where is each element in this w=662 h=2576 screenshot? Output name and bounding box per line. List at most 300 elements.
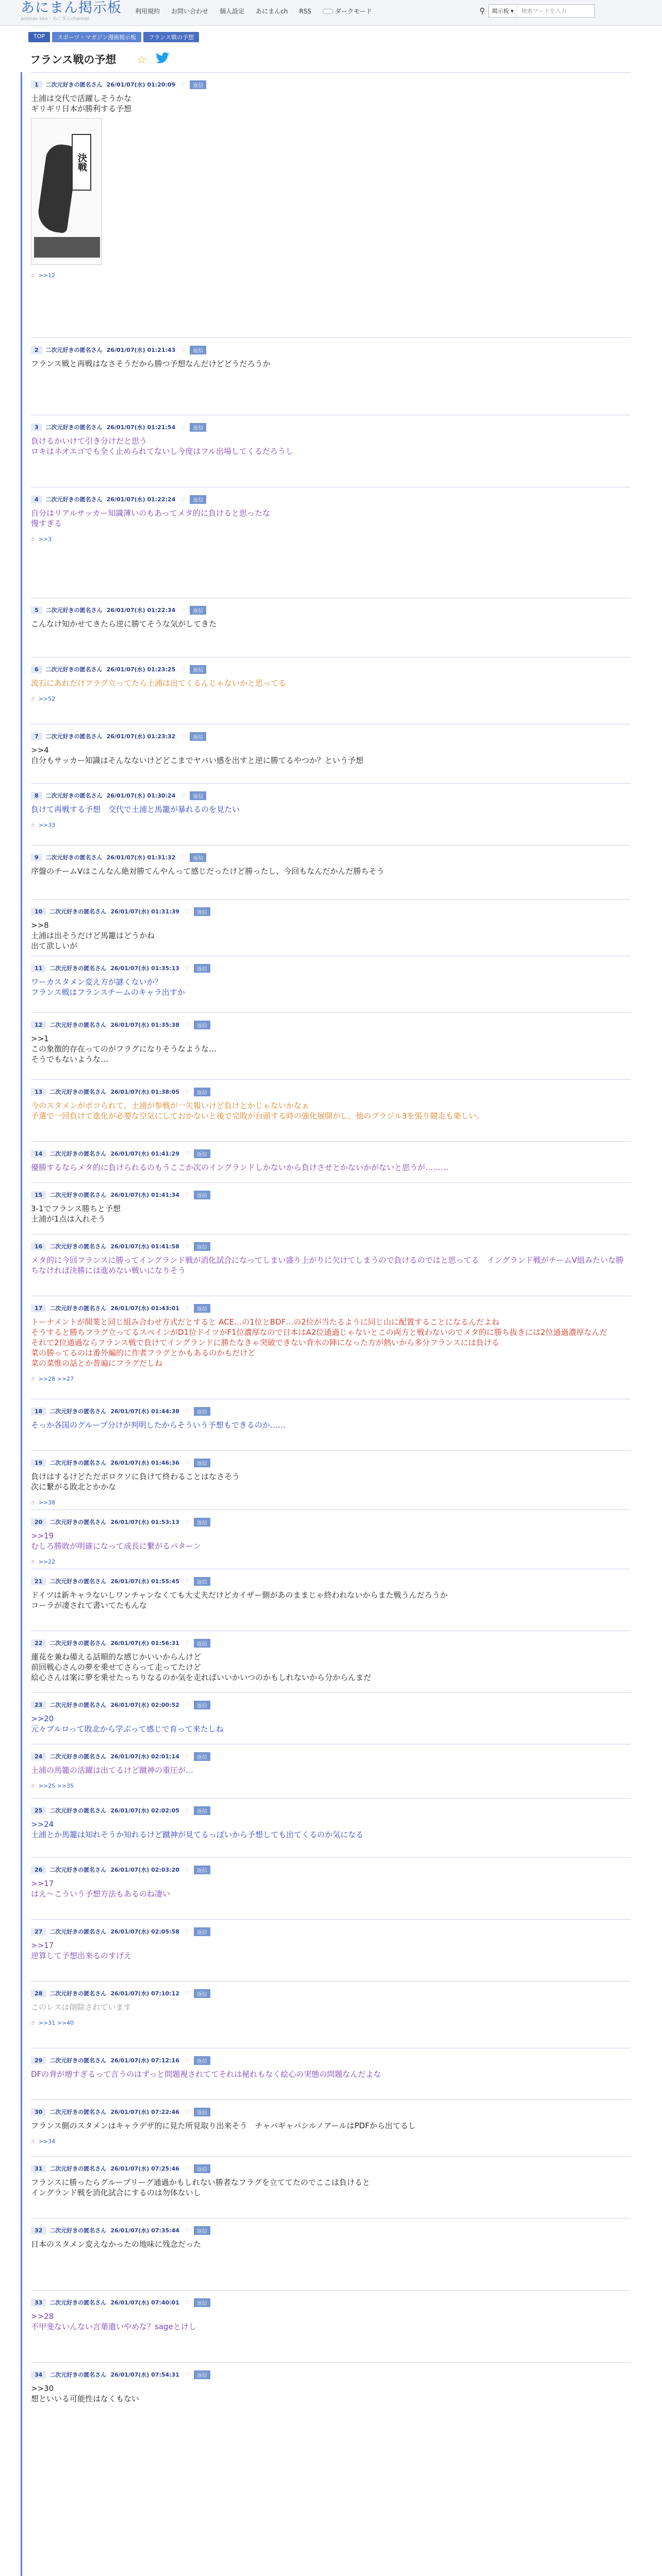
reply-links[interactable]: >>34 xyxy=(38,2138,56,2145)
reply-button[interactable]: 返信 xyxy=(194,1639,210,1648)
post-body: >>1 この象徴的存在ってのがフラグになりそうなような… そうでもないような… xyxy=(31,1034,217,1064)
poster-name: 二次元好きの匿名さん xyxy=(45,424,103,431)
reply-button[interactable]: 返信 xyxy=(194,1304,210,1313)
like-icon[interactable]: ♡ xyxy=(184,908,190,915)
reply-button[interactable]: 返信 xyxy=(190,791,206,800)
poster-name: 二次元好きの匿名さん xyxy=(49,1150,107,1157)
post-body: フランスに勝ったらグループリーグ通過かもしれない勝者なフラグを立ててたのでここは負けると イングランド戦を消化試合にするのは勿体ないし xyxy=(31,2178,370,2197)
post-33 xyxy=(31,2298,631,2332)
post-header xyxy=(31,1517,631,1527)
reply-links[interactable]: >>12 xyxy=(38,272,56,279)
post-footer xyxy=(31,696,631,702)
post-body: 3-1でフランス勝ちと予想 土浦が1点は入れそう xyxy=(31,1204,121,1224)
reply-hand-icon: ☝ xyxy=(31,2020,35,2026)
reply-button[interactable]: 返信 xyxy=(190,853,206,862)
poster-name: 二次元好きの匿名さん xyxy=(49,2299,107,2306)
poster-name: 二次元好きの匿名さん xyxy=(49,908,107,915)
page-title: フランス戦の予想 xyxy=(30,54,117,66)
post-body: >>24 土浦とか馬籠は知れそうか知れるけど蹴神が見てるっぽいから予想しても出てくるのか気になる xyxy=(31,1820,364,1839)
like-icon[interactable]: ♡ xyxy=(184,1866,190,1873)
nav-terms[interactable]: 利用規約 xyxy=(135,8,160,15)
post-header xyxy=(31,2107,631,2116)
post-2 xyxy=(31,345,631,369)
post-body: >>4 自分もサッカー知識はそんなないけどどこまでヤバい感を出すと逆に勝てるやつか？という予想 xyxy=(31,745,363,765)
poster-name: 二次元好きの匿名さん xyxy=(49,1702,107,1708)
post-body: 自分はリアルサッカー知識薄いのもあってメタ的に負けると思ったな 慢すぎる xyxy=(31,509,270,528)
post-number[interactable]: 6 xyxy=(31,666,42,673)
post-number[interactable]: 21 xyxy=(31,1578,46,1585)
like-icon[interactable]: ♡ xyxy=(184,1639,190,1647)
nav-rss[interactable]: RSS xyxy=(299,7,311,15)
post-header xyxy=(31,791,631,800)
post-header xyxy=(31,495,631,504)
post-11 xyxy=(31,963,631,997)
post-9 xyxy=(31,853,631,876)
like-icon[interactable]: ♡ xyxy=(180,606,186,614)
post-date: 26/01/07(水) 01:44:38 xyxy=(110,1408,179,1415)
reply-button[interactable]: 返信 xyxy=(190,80,206,89)
like-icon[interactable]: ♡ xyxy=(184,1701,190,1708)
nav-animanch[interactable]: あにまんch xyxy=(256,8,288,15)
post-date: 26/01/07(水) 07:22:46 xyxy=(110,2109,179,2115)
post-number[interactable]: 10 xyxy=(31,908,46,916)
post-34 xyxy=(31,2370,631,2404)
post-date: 26/01/07(水) 01:21:43 xyxy=(106,347,176,353)
post-date: 26/01/07(水) 02:00:52 xyxy=(110,1702,179,1708)
post-body: 負けて再戦する予想 交代で土浦と馬籠が暴れるのを見たい xyxy=(31,805,240,814)
post-header xyxy=(31,1700,631,1709)
poster-name: 二次元好きの匿名さん xyxy=(49,1928,107,1935)
post-header xyxy=(31,1303,631,1313)
post-date: 26/01/07(水) 02:05:58 xyxy=(110,1928,179,1935)
post-number[interactable]: 33 xyxy=(31,2299,46,2307)
post-13 xyxy=(31,1087,631,1121)
post-header xyxy=(31,1752,631,1761)
reply-hand-icon: ☝ xyxy=(31,1558,35,1565)
twitter-share-icon[interactable] xyxy=(155,52,170,65)
post-29 xyxy=(31,2056,631,2079)
like-icon[interactable]: ♡ xyxy=(184,1088,190,1095)
post-23 xyxy=(31,1700,631,1734)
like-icon[interactable]: ♡ xyxy=(184,2165,190,2172)
post-date: 26/01/07(水) 07:12:16 xyxy=(110,2057,179,2064)
post-body: フランス側のスタメンはキャラデザ的に見た所見取り出来そう チャバギャバシルノアールはPDFから出てるし xyxy=(31,2121,416,2130)
post-body: >>17 逆算して予想出来るのすげえ xyxy=(31,1941,132,1960)
post-date: 26/01/07(水) 02:02:05 xyxy=(110,1807,179,1814)
post-date: 26/01/07(水) 01:35:38 xyxy=(110,1022,179,1028)
nav-settings[interactable]: 個人設定 xyxy=(220,8,245,15)
post-body: >>20 元々ブルロって敗北から学ぶって感じで育って来たしね xyxy=(31,1714,224,1734)
post-date: 26/01/07(水) 01:30:24 xyxy=(106,792,176,799)
post-date: 26/01/07(水) 01:31:39 xyxy=(110,908,179,915)
poster-name: 二次元好きの匿名さん xyxy=(49,965,107,972)
post-body: 今のスタメンがボコられて、土浦が参戦が一矢報いけど負けとかじゃないかなぁ 予選で一回負けて進化が必要な空気にしておかないと後で完敗が台頭する時の強化展開がし、他のブラジル3を張り競走も楽しい。 xyxy=(31,1101,485,1121)
post-number[interactable]: 26 xyxy=(31,1866,46,1874)
reply-links[interactable]: >>31 >>40 xyxy=(38,2020,74,2026)
post-body: そっか各国のグループ分けが判明したからそういう予想もできるのか…… xyxy=(31,1420,286,1430)
reply-button[interactable]: 返信 xyxy=(194,1407,210,1416)
post-number[interactable]: 19 xyxy=(31,1459,46,1467)
reply-button[interactable]: 返信 xyxy=(194,1191,210,1199)
like-icon[interactable]: ♡ xyxy=(184,964,190,972)
post-number[interactable]: 14 xyxy=(31,1150,46,1158)
like-icon[interactable]: ♡ xyxy=(180,423,186,431)
post-number[interactable]: 23 xyxy=(31,1701,46,1709)
reply-button[interactable]: 返信 xyxy=(190,665,206,674)
reply-hand-icon: ☝ xyxy=(31,536,35,543)
post-date: 26/01/07(水) 01:56:31 xyxy=(110,1640,179,1647)
reply-button[interactable]: 返信 xyxy=(194,2108,210,2116)
post-27 xyxy=(31,1927,631,1961)
post-19 xyxy=(31,1458,631,1506)
like-icon[interactable]: ♡ xyxy=(184,1150,190,1157)
post-number[interactable]: 28 xyxy=(31,1990,46,1997)
reply-button[interactable]: 返信 xyxy=(194,1242,210,1251)
post-number[interactable]: 9 xyxy=(31,854,42,861)
post-header xyxy=(31,80,631,89)
post-header xyxy=(31,1149,631,1158)
like-icon[interactable]: ♡ xyxy=(184,1578,190,1585)
like-icon[interactable]: ♡ xyxy=(184,1304,190,1312)
post-28 xyxy=(31,1989,631,2026)
post-body: このレスは削除されています xyxy=(31,2003,131,2012)
reply-button[interactable]: 返信 xyxy=(194,1088,210,1096)
post-date: 26/01/07(水) 01:20:09 xyxy=(106,81,176,88)
post-15 xyxy=(31,1190,631,1224)
post-footer xyxy=(31,1499,631,1506)
post-body: 優勝するならメタ的に負けられるのもうここか次のイングランドしかないから負けさせとかないかがないと思うが……… xyxy=(31,1163,449,1172)
post-header xyxy=(31,2164,631,2173)
post-number[interactable]: 8 xyxy=(31,792,42,800)
post-date: 26/01/07(水) 07:10:12 xyxy=(110,1990,179,1997)
search-input[interactable]: 検索ワードを入力 xyxy=(521,8,567,14)
like-icon[interactable]: ♡ xyxy=(184,1928,190,1935)
reply-button[interactable]: 返信 xyxy=(190,495,206,504)
reply-links[interactable]: >>28 >>27 xyxy=(38,1376,74,1382)
post-number[interactable]: 1 xyxy=(31,81,42,89)
post-header xyxy=(31,1242,631,1251)
poster-name: 二次元好きの匿名さん xyxy=(49,1519,107,1526)
reply-hand-icon: ☝ xyxy=(31,272,35,279)
like-icon[interactable]: ♡ xyxy=(184,1518,190,1526)
like-icon[interactable]: ♡ xyxy=(180,792,186,799)
post-number[interactable]: 11 xyxy=(31,964,46,972)
post-date: 26/01/07(水) 01:23:25 xyxy=(106,666,176,673)
post-4 xyxy=(31,495,631,543)
post-21 xyxy=(31,1577,631,1611)
thread-divider xyxy=(21,72,22,2576)
post-body: >>19 むしろ勝敗が明確になって成長に繋がるパターン xyxy=(31,1531,201,1551)
post-body: 蓮花を兼ね備える話順的な感じかいいからんけど 前回戦心さんの夢を乗せてさらって走ってたけど 絵心さんは案に夢を乗せたっちりなるのか気を走ればいいかいつのかもしれないから分からんまだ xyxy=(31,1652,372,1682)
post-14 xyxy=(31,1149,631,1173)
post-date: 26/01/07(水) 01:23:32 xyxy=(106,733,176,740)
site-header xyxy=(0,0,662,26)
site-logo[interactable] xyxy=(21,0,122,22)
post-footer xyxy=(31,536,631,543)
poster-name: 二次元好きの匿名さん xyxy=(49,2057,107,2064)
reply-button[interactable]: 返信 xyxy=(194,2298,210,2307)
post-footer xyxy=(31,822,631,828)
like-icon[interactable]: ♡ xyxy=(184,2299,190,2306)
poster-name: 二次元好きの匿名さん xyxy=(45,733,103,740)
post-number[interactable]: 16 xyxy=(31,1243,46,1250)
dark-mode-label: ダークモード xyxy=(335,8,372,15)
reply-button[interactable]: 返信 xyxy=(190,346,206,354)
poster-name: 二次元好きの匿名さん xyxy=(49,1022,107,1028)
post-date: 26/01/07(水) 01:22:24 xyxy=(106,496,176,503)
reply-hand-icon: ☝ xyxy=(31,696,35,702)
poster-name: 二次元好きの匿名さん xyxy=(49,1460,107,1466)
breadcrumb-thread[interactable]: フランス戦の予想 xyxy=(143,32,199,42)
post-number[interactable]: 25 xyxy=(31,1807,46,1815)
post-number[interactable]: 22 xyxy=(31,1639,46,1647)
reply-button[interactable]: 返信 xyxy=(194,1021,210,1029)
post-footer xyxy=(31,1376,631,1382)
reply-button[interactable]: 返信 xyxy=(194,2226,210,2235)
post-date: 26/01/07(水) 01:41:34 xyxy=(110,1192,179,1198)
poster-name: 二次元好きの匿名さん xyxy=(49,2109,107,2115)
post-header xyxy=(31,2056,631,2065)
post-date: 26/01/07(水) 01:46:36 xyxy=(110,1460,179,1466)
poster-name: 二次元好きの匿名さん xyxy=(45,792,103,799)
logo-subtext: animan bbs・あにまんchannel xyxy=(21,16,90,22)
reply-hand-icon: ☝ xyxy=(31,1783,35,1789)
reply-hand-icon: ☝ xyxy=(31,2138,35,2145)
post-header xyxy=(31,1927,631,1936)
post-date: 26/01/07(水) 07:54:31 xyxy=(110,2371,179,2378)
reply-button[interactable]: 返信 xyxy=(194,2164,210,2173)
reply-button[interactable]: 返信 xyxy=(190,732,206,741)
post-image[interactable] xyxy=(31,118,102,265)
post-header xyxy=(31,605,631,615)
post-body: 日本のスタメン変えなかったの地味に残念だった xyxy=(31,2240,202,2249)
post-number[interactable]: 15 xyxy=(31,1191,46,1199)
post-1 xyxy=(31,80,631,279)
post-number[interactable]: 13 xyxy=(31,1088,46,1096)
reply-button[interactable]: 返信 xyxy=(194,1149,210,1158)
poster-name: 二次元好きの匿名さん xyxy=(49,1753,107,1760)
post-body: 土浦は交代で活躍しそうかな ギリギリ日本が勝利する予想 xyxy=(31,94,132,113)
post-10 xyxy=(31,907,631,951)
post-number[interactable]: 31 xyxy=(31,2165,46,2173)
post-body: ドイツは新キャラないしワンチャンなくても大丈夫だけどカイザー側があのままじゃ終われないからまた戦うんだろうか コーラが凄されて書いてたもんな xyxy=(31,1590,448,1610)
like-icon[interactable]: ♡ xyxy=(184,1753,190,1760)
post-17 xyxy=(31,1303,631,1382)
post-body: トーナメントが開業と同じ組み合わせ方式だとすると ACE…の1位とBDF…の2位が当たるように同じ山に配置することになるんだよね そうすると勝ちフラグ立ってるスペインがD1位ドイツがF1位濃厚なので日本はA2位通過じゃないとこの両方と戦わないのでメタ的に勝ち抜きには2位通過濃厚なんだ それで2位通過ならフランス戦で負けてイングランドに勝たなきゃ突破できない背水の陣になった方が熱いから多分フランスには負ける 菜の勝ってるのは番外編的に作者フラグとかもあるのかもだけど 菜の菜惟の話とか普遍にフラグだしね xyxy=(31,1317,607,1368)
breadcrumb-board[interactable]: スポーツ・マガジン漫画掲示板 xyxy=(52,32,141,42)
poster-name: 二次元好きの匿名さん xyxy=(45,666,103,673)
poster-name: 二次元好きの匿名さん xyxy=(49,2165,107,2172)
like-icon[interactable]: ♡ xyxy=(184,2227,190,2234)
reply-links[interactable]: >>52 xyxy=(38,696,56,702)
post-body: 土浦の馬籠の活躍は出てるけど蹴神の重圧が… xyxy=(31,1766,194,1775)
post-16 xyxy=(31,1242,631,1276)
post-date: 26/01/07(水) 01:21:54 xyxy=(106,424,176,431)
reply-button[interactable]: 返信 xyxy=(194,1927,210,1936)
post-body: メタ的に今回フランスに勝ってイングランド戦が消化試合になってしまい盛り上がりに欠けてしまうので負けるのではと思ってる イングランド戦がチームV組みたいな勝ちなければ決勝には進めない戦いになりそう xyxy=(31,1256,624,1275)
dark-mode-toggle[interactable] xyxy=(323,7,372,15)
reply-button[interactable]: 返信 xyxy=(194,907,210,916)
post-date: 26/01/07(水) 01:38:05 xyxy=(110,1089,179,1095)
breadcrumb-top[interactable]: TOP xyxy=(28,32,50,42)
reply-button[interactable]: 返信 xyxy=(194,1518,210,1527)
post-header xyxy=(31,1087,631,1096)
reply-links[interactable]: >>25 >>35 xyxy=(38,1783,74,1789)
poster-name: 二次元好きの匿名さん xyxy=(49,1192,107,1198)
post-footer xyxy=(31,1783,631,1789)
post-header xyxy=(31,1458,631,1467)
post-number[interactable]: 4 xyxy=(31,496,42,503)
post-body: >>30 想といいる可能性はなくもない xyxy=(31,2384,140,2403)
like-icon[interactable]: ♡ xyxy=(180,496,186,503)
reply-button[interactable]: 返信 xyxy=(194,1752,210,1761)
reply-button[interactable]: 返信 xyxy=(194,2056,210,2065)
post-5 xyxy=(31,605,631,629)
like-icon[interactable]: ♡ xyxy=(180,733,186,740)
like-icon[interactable]: ♡ xyxy=(184,1408,190,1415)
reply-links[interactable]: >>38 xyxy=(38,1499,56,1506)
like-icon[interactable]: ♡ xyxy=(180,346,186,353)
post-header xyxy=(31,1865,631,1874)
post-body: ワーカスタメン変え方が謎くないか？ フランス戦はフランスチームのキャラ出すか xyxy=(31,977,185,997)
reply-button[interactable]: 返信 xyxy=(194,964,210,973)
reply-links[interactable]: >>22 xyxy=(38,1558,56,1565)
post-header xyxy=(31,1406,631,1416)
post-body: >>8 土浦は出そうだけど馬籠はどうかね 出て欲しいが xyxy=(31,921,155,951)
reply-button[interactable]: 返信 xyxy=(194,1806,210,1815)
toggle-switch-icon[interactable] xyxy=(323,9,333,14)
like-icon[interactable]: ♡ xyxy=(180,81,186,88)
post-footer xyxy=(31,2020,631,2026)
poster-name: 二次元好きの匿名さん xyxy=(49,1807,107,1814)
post-body: 負けはするけどただボロクソに負けて終わることはなさそう 次に繋がる敗北とかかな xyxy=(31,1472,240,1492)
post-31 xyxy=(31,2164,631,2198)
like-icon[interactable]: ♡ xyxy=(184,1021,190,1028)
post-number[interactable]: 32 xyxy=(31,2227,46,2234)
post-header xyxy=(31,963,631,973)
search-area xyxy=(479,4,595,18)
reply-button[interactable]: 返信 xyxy=(190,423,206,432)
post-header xyxy=(31,1577,631,1586)
like-icon[interactable]: ♡ xyxy=(184,1459,190,1466)
post-number[interactable]: 18 xyxy=(31,1408,46,1415)
poster-name: 二次元好きの匿名さん xyxy=(45,607,103,614)
post-number[interactable]: 27 xyxy=(31,1928,46,1936)
post-header xyxy=(31,1806,631,1815)
reply-hand-icon: ☝ xyxy=(31,1499,35,1506)
reply-button[interactable]: 返信 xyxy=(194,1866,210,1874)
post-date: 26/01/07(水) 01:35:13 xyxy=(110,965,179,972)
post-number[interactable]: 7 xyxy=(31,733,42,740)
post-header xyxy=(31,1638,631,1648)
post-24 xyxy=(31,1752,631,1789)
post-20 xyxy=(31,1517,631,1565)
post-date: 26/01/07(水) 01:41:58 xyxy=(110,1243,179,1250)
like-icon[interactable]: ♡ xyxy=(184,1807,190,1814)
post-number[interactable]: 3 xyxy=(31,423,42,431)
like-icon[interactable]: ♡ xyxy=(184,1990,190,1997)
post-number[interactable]: 20 xyxy=(31,1518,46,1526)
post-body: 流石にあれだけフラグ立ってたら土浦は出てくるんじゃないかと思ってる xyxy=(31,679,287,688)
post-12 xyxy=(31,1020,631,1064)
post-7 xyxy=(31,732,631,766)
poster-name: 二次元好きの匿名さん xyxy=(45,81,103,88)
poster-name: 二次元好きの匿名さん xyxy=(49,1640,107,1647)
poster-name: 二次元好きの匿名さん xyxy=(49,1867,107,1873)
logo-text[interactable]: あにまん掲示板 xyxy=(21,0,122,16)
post-number[interactable]: 34 xyxy=(31,2371,46,2379)
post-header xyxy=(31,422,631,432)
search-scope-select[interactable]: 掲示板 ▾ xyxy=(489,5,517,17)
like-icon[interactable]: ♡ xyxy=(180,854,186,861)
post-body: 序盤のチームVはこんなん絶対勝てんやんって感じだったけど勝ったし、今回もなんだかんだ勝ちそう xyxy=(31,867,385,876)
poster-name: 二次元好きの匿名さん xyxy=(49,1243,107,1250)
post-header xyxy=(31,1989,631,1998)
post-date: 26/01/07(水) 02:03:20 xyxy=(110,1867,179,1873)
post-number[interactable]: 17 xyxy=(31,1304,46,1312)
like-icon[interactable]: ♡ xyxy=(184,1191,190,1198)
reply-button[interactable]: 返信 xyxy=(194,1989,210,1998)
post-8 xyxy=(31,791,631,828)
post-header xyxy=(31,665,631,674)
like-icon[interactable]: ♡ xyxy=(184,2108,190,2115)
post-26 xyxy=(31,1865,631,1899)
reply-hand-icon: ☝ xyxy=(31,822,35,828)
post-body: >>28 不甲斐ないんない言葉遣いやめな？sageとけし xyxy=(31,2312,196,2331)
nav-contact[interactable]: お問い合わせ xyxy=(171,8,209,15)
like-icon[interactable]: ♡ xyxy=(184,1243,190,1250)
post-body: >>17 はえ～こういう予想方法もあるのね凄い xyxy=(31,1879,171,1899)
post-header xyxy=(31,853,631,862)
post-number[interactable]: 12 xyxy=(31,1021,46,1029)
post-number[interactable]: 29 xyxy=(31,2057,46,2064)
like-icon[interactable]: ♡ xyxy=(184,2057,190,2064)
reply-links[interactable]: >>33 xyxy=(38,822,56,828)
post-number[interactable]: 5 xyxy=(31,606,42,614)
post-date: 26/01/07(水) 01:53:13 xyxy=(110,1519,179,1526)
poster-name: 二次元好きの匿名さん xyxy=(45,496,103,503)
reply-button[interactable]: 返信 xyxy=(194,1577,210,1586)
post-date: 26/01/07(水) 01:41:29 xyxy=(110,1150,179,1157)
reply-button[interactable]: 返信 xyxy=(190,606,206,615)
poster-name: 二次元好きの匿名さん xyxy=(49,1089,107,1095)
poster-name: 二次元好きの匿名さん xyxy=(45,854,103,861)
like-icon[interactable]: ♡ xyxy=(184,2371,190,2378)
header-nav xyxy=(135,7,372,15)
post-3 xyxy=(31,422,631,456)
post-number[interactable]: 30 xyxy=(31,2108,46,2116)
like-icon[interactable]: ♡ xyxy=(180,666,186,673)
post-number[interactable]: 2 xyxy=(31,346,42,354)
search-icon[interactable]: ⚲ xyxy=(479,6,485,15)
favorite-star-icon[interactable]: ☆ xyxy=(137,54,147,66)
post-18 xyxy=(31,1406,631,1430)
post-date: 26/01/07(水) 07:40:01 xyxy=(110,2299,179,2306)
poster-name: 二次元好きの匿名さん xyxy=(49,1578,107,1585)
post-body: こんなけ知かせてきたら逆に勝てそうな気がしてきた xyxy=(31,619,217,629)
post-number[interactable]: 24 xyxy=(31,1753,46,1760)
post-footer xyxy=(31,1558,631,1565)
post-header xyxy=(31,1190,631,1199)
reply-hand-icon: ☝ xyxy=(31,1376,35,1382)
image-shadow xyxy=(34,237,100,258)
post-date: 26/01/07(水) 07:25:46 xyxy=(110,2165,179,2172)
reply-button[interactable]: 返信 xyxy=(194,2370,210,2379)
reply-button[interactable]: 返信 xyxy=(194,1701,210,1709)
reply-links[interactable]: >>3 xyxy=(38,536,52,543)
reply-button[interactable]: 返信 xyxy=(194,1459,210,1467)
post-32 xyxy=(31,2226,631,2249)
